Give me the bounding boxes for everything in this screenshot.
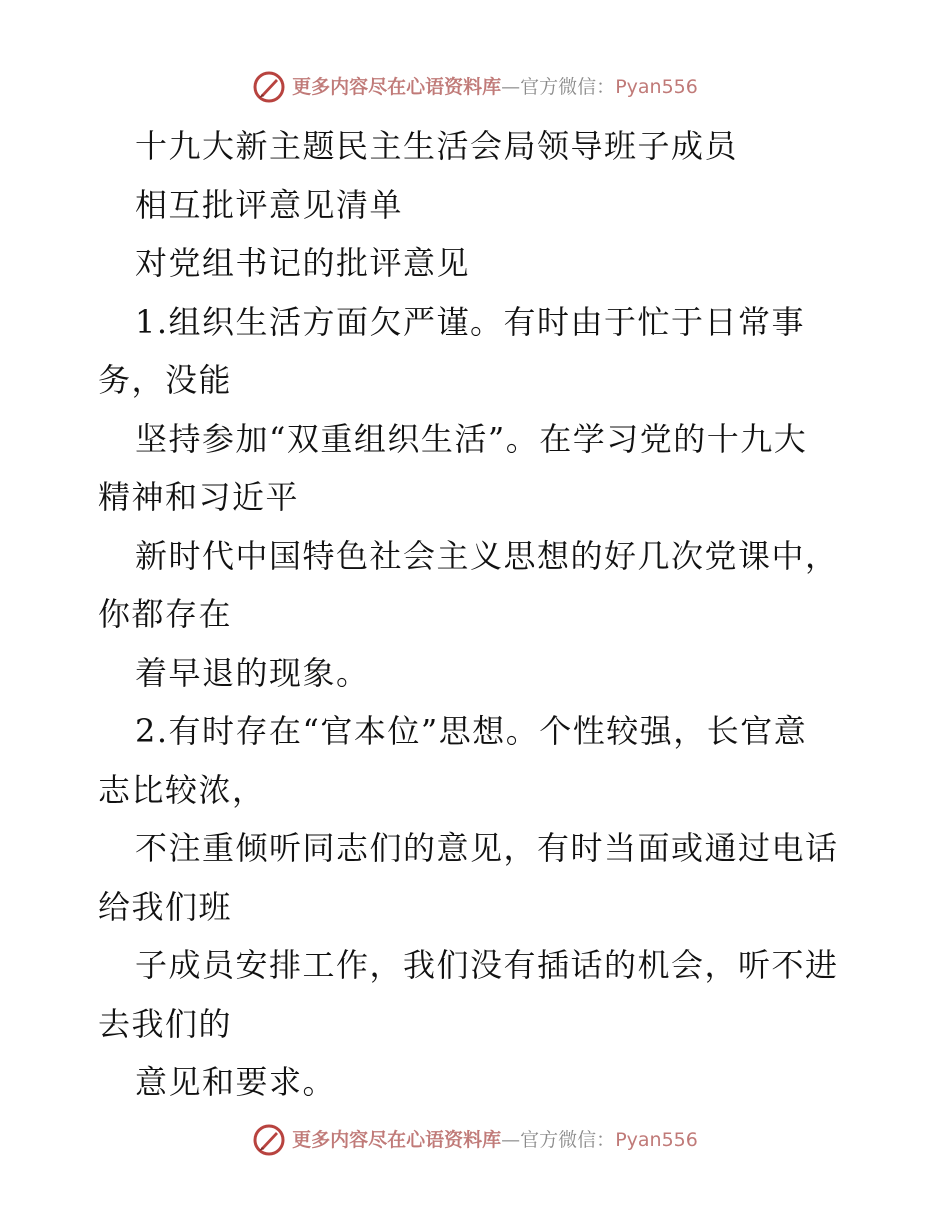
body-line: 不注重倾听同志们的意见，有时当面或通过电话 bbox=[135, 829, 839, 867]
body-line: 你都存在 bbox=[98, 595, 233, 633]
watermark-wechat-label: 官方微信： bbox=[520, 76, 616, 98]
body-line: 十九大新主题民主生活会局领导班子成员 bbox=[135, 127, 739, 165]
body-line: 去我们的 bbox=[98, 1004, 233, 1043]
watermark-wechat-label: 官方微信： bbox=[520, 1129, 616, 1151]
quill-logo-icon bbox=[252, 1123, 286, 1157]
watermark-separator: — bbox=[501, 1129, 521, 1151]
body-line: 着早退的现象。 bbox=[135, 653, 370, 692]
watermark-wechat-id: Pyan556 bbox=[615, 1129, 698, 1151]
watermark-wechat-id: Pyan556 bbox=[615, 76, 698, 98]
footer-watermark bbox=[0, 1123, 950, 1157]
body-line: 1.组织生活方面欠严谨。有时由于忙于日常事 bbox=[135, 302, 806, 341]
watermark-separator: — bbox=[501, 76, 521, 98]
body-line: 子成员安排工作，我们没有插话的机会，听不进 bbox=[135, 946, 839, 984]
body-line: 精神和习近平 bbox=[98, 478, 300, 516]
header-watermark bbox=[0, 70, 950, 104]
watermark-main-text: 更多内容尽在心语资料库 bbox=[292, 1129, 502, 1151]
quill-logo-icon bbox=[252, 70, 286, 104]
body-line: 务，没能 bbox=[98, 361, 233, 399]
watermark-main-text: 更多内容尽在心语资料库 bbox=[292, 76, 502, 98]
body-line: 给我们班 bbox=[98, 887, 233, 926]
body-line: 2.有时存在“官本位”思想。个性较强，长官意 bbox=[135, 712, 808, 750]
body-line: 志比较浓， bbox=[98, 770, 266, 809]
body-line: 相互批评意见清单 bbox=[135, 185, 404, 224]
body-line: 意见和要求。 bbox=[135, 1063, 337, 1101]
body-line: 对党组书记的批评意见 bbox=[135, 244, 471, 282]
body-line: 坚持参加“双重组织生活”。在学习党的十九大 bbox=[135, 419, 808, 458]
document-body bbox=[98, 117, 858, 1112]
body-line: 新时代中国特色社会主义思想的好几次党课中， bbox=[135, 536, 839, 575]
